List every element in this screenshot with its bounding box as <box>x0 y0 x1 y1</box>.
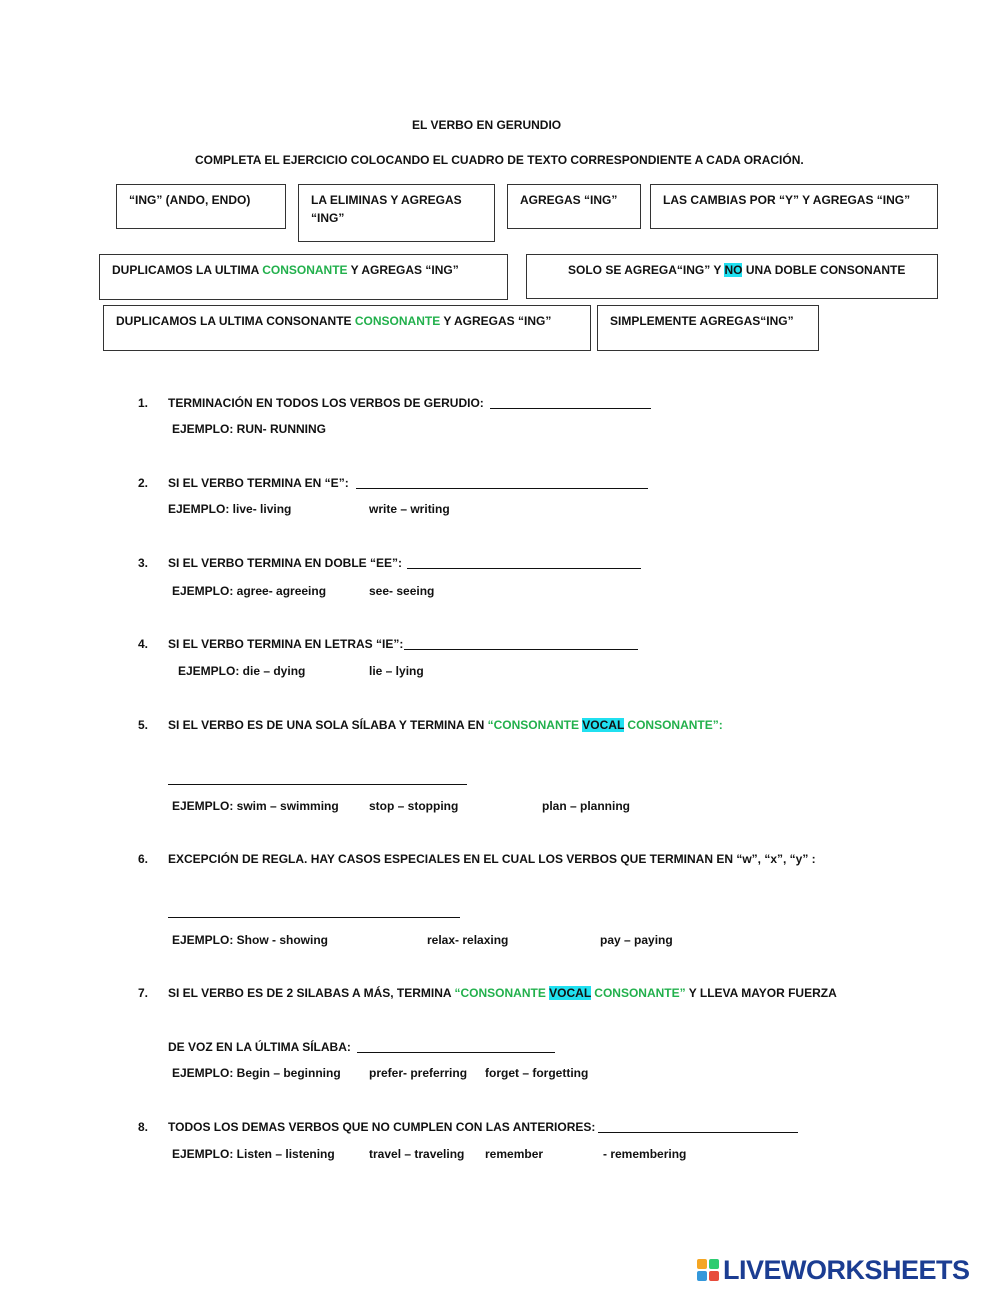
option-label: LA ELIMINAS Y AGREGAS “ING” <box>311 193 462 225</box>
question-text-continued: DE VOZ EN LA ÚLTIMA SÍLABA: <box>168 1040 351 1054</box>
example-text: EJEMPLO: Listen – listening <box>172 1147 335 1161</box>
question-number: 4. <box>138 637 149 651</box>
option-label: Y AGREGAS “ING” <box>347 263 459 277</box>
option-box-duplicamos[interactable] <box>99 254 508 300</box>
logo-square <box>697 1259 707 1269</box>
example-text: write – writing <box>369 502 450 516</box>
question-text <box>168 718 723 732</box>
page-title: EL VERBO EN GERUNDIO <box>412 118 562 132</box>
example-text: travel – traveling <box>369 1147 465 1161</box>
example-text: EJEMPLO: live- living <box>168 502 292 516</box>
answer-blank[interactable] <box>490 408 651 409</box>
question-text: EXCEPCIÓN DE REGLA. HAY CASOS ESPECIALES EN EL CUAL LOS VERBOS QUE TERMINAN EN “w”, “x”, “y” : <box>168 852 816 866</box>
option-box-duplicamos-consonante[interactable] <box>103 305 591 351</box>
question-text: SI EL VERBO TERMINA EN DOBLE “EE”: <box>168 556 403 570</box>
answer-blank[interactable] <box>168 917 460 918</box>
answer-blank[interactable] <box>598 1132 798 1133</box>
example-text: - remembering <box>603 1147 687 1161</box>
option-label: DUPLICAMOS LA ULTIMA CONSONANTE <box>116 314 355 328</box>
option-box-eliminas[interactable] <box>298 184 495 242</box>
question-text-part: SI EL VERBO ES DE 2 SILABAS A MÁS, TERMINA <box>168 986 455 1000</box>
question-text <box>168 986 837 1000</box>
example-text: prefer- preferring <box>369 1066 468 1080</box>
option-label: “ING” (ANDO, ENDO) <box>129 193 251 207</box>
instruction-text: COMPLETA EL EJERCICIO COLOCANDO EL CUADRO DE TEXTO CORRESPONDIENTE A CADA ORACIÓN. <box>195 153 804 167</box>
option-box-simplemente[interactable] <box>597 305 819 351</box>
answer-blank[interactable] <box>168 784 467 785</box>
option-label: SOLO SE AGREGA“ING” Y <box>568 263 725 277</box>
logo-mark-icon <box>697 1259 719 1281</box>
question-text: SI EL VERBO TERMINA EN “E”: <box>168 476 349 490</box>
option-box-agregas[interactable] <box>507 184 641 229</box>
question-text-part: Y LLEVA MAYOR FUERZA <box>685 986 837 1000</box>
example-text: EJEMPLO: swim – swimming <box>172 799 339 813</box>
option-label: LAS CAMBIAS POR “Y” Y AGREGAS “ING” <box>663 193 911 207</box>
question-number: 8. <box>138 1120 149 1134</box>
question-text: TODOS LOS DEMAS VERBOS QUE NO CUMPLEN CON LAS ANTERIORES: <box>168 1120 596 1134</box>
logo-square <box>709 1259 719 1269</box>
question-number: 1. <box>138 396 149 410</box>
example-text: EJEMPLO: RUN- RUNNING <box>172 422 327 436</box>
question-text-green: “CONSONANTE <box>454 986 550 1000</box>
option-label: UNA DOBLE CONSONANTE <box>742 263 906 277</box>
option-label: DUPLICAMOS LA ULTIMA <box>112 263 263 277</box>
logo-text: LIVEWORKSHEETS <box>723 1254 970 1285</box>
example-text: see- seeing <box>369 584 435 598</box>
question-number: 6. <box>138 852 149 866</box>
question-text-green: “CONSONANTE <box>487 718 583 732</box>
example-text: EJEMPLO: die – dying <box>178 664 306 678</box>
option-label-highlight: NO <box>724 263 743 277</box>
question-text-green: CONSONANTE” <box>590 986 686 1000</box>
example-text: EJEMPLO: agree- agreeing <box>172 584 327 598</box>
question-text-highlight: VOCAL <box>582 718 625 732</box>
option-label: SIMPLEMENTE AGREGAS“ING” <box>610 314 794 328</box>
answer-blank[interactable] <box>357 1052 555 1053</box>
logo-square <box>709 1271 719 1281</box>
option-box-cambias[interactable] <box>650 184 938 229</box>
question-text: SI EL VERBO TERMINA EN LETRAS “IE”: <box>168 637 404 651</box>
example-text: remember <box>485 1147 544 1161</box>
option-label: AGREGAS “ING” <box>520 193 618 207</box>
question-number: 5. <box>138 718 149 732</box>
example-text: plan – planning <box>542 799 631 813</box>
logo-square <box>697 1271 707 1281</box>
example-text: EJEMPLO: Begin – beginning <box>172 1066 341 1080</box>
example-text: EJEMPLO: Show - showing <box>172 933 328 947</box>
question-number: 3. <box>138 556 149 570</box>
option-box-solo-agrega[interactable] <box>526 254 938 299</box>
option-label: Y AGREGAS “ING” <box>440 314 552 328</box>
question-text-highlight: VOCAL <box>549 986 591 1000</box>
option-box-ing[interactable] <box>116 184 286 229</box>
example-text: relax- relaxing <box>427 933 509 947</box>
example-text: lie – lying <box>369 664 424 678</box>
question-text-part: SI EL VERBO ES DE UNA SOLA SÍLABA Y TERMINA EN <box>168 718 488 732</box>
example-text: stop – stopping <box>369 799 459 813</box>
question-text-green: CONSONANTE”: <box>624 718 723 732</box>
question-number: 7. <box>138 986 149 1000</box>
option-label-green: CONSONANTE <box>354 314 441 328</box>
answer-blank[interactable] <box>407 568 641 569</box>
example-text: forget – forgetting <box>485 1066 589 1080</box>
liveworksheets-logo <box>697 1255 970 1285</box>
option-label-green: CONSONANTE <box>262 263 348 277</box>
answer-blank[interactable] <box>356 488 648 489</box>
answer-blank[interactable] <box>404 649 638 650</box>
question-number: 2. <box>138 476 149 490</box>
question-text: TERMINACIÓN EN TODOS LOS VERBOS DE GERUDIO: <box>168 396 484 410</box>
example-text: pay – paying <box>600 933 673 947</box>
